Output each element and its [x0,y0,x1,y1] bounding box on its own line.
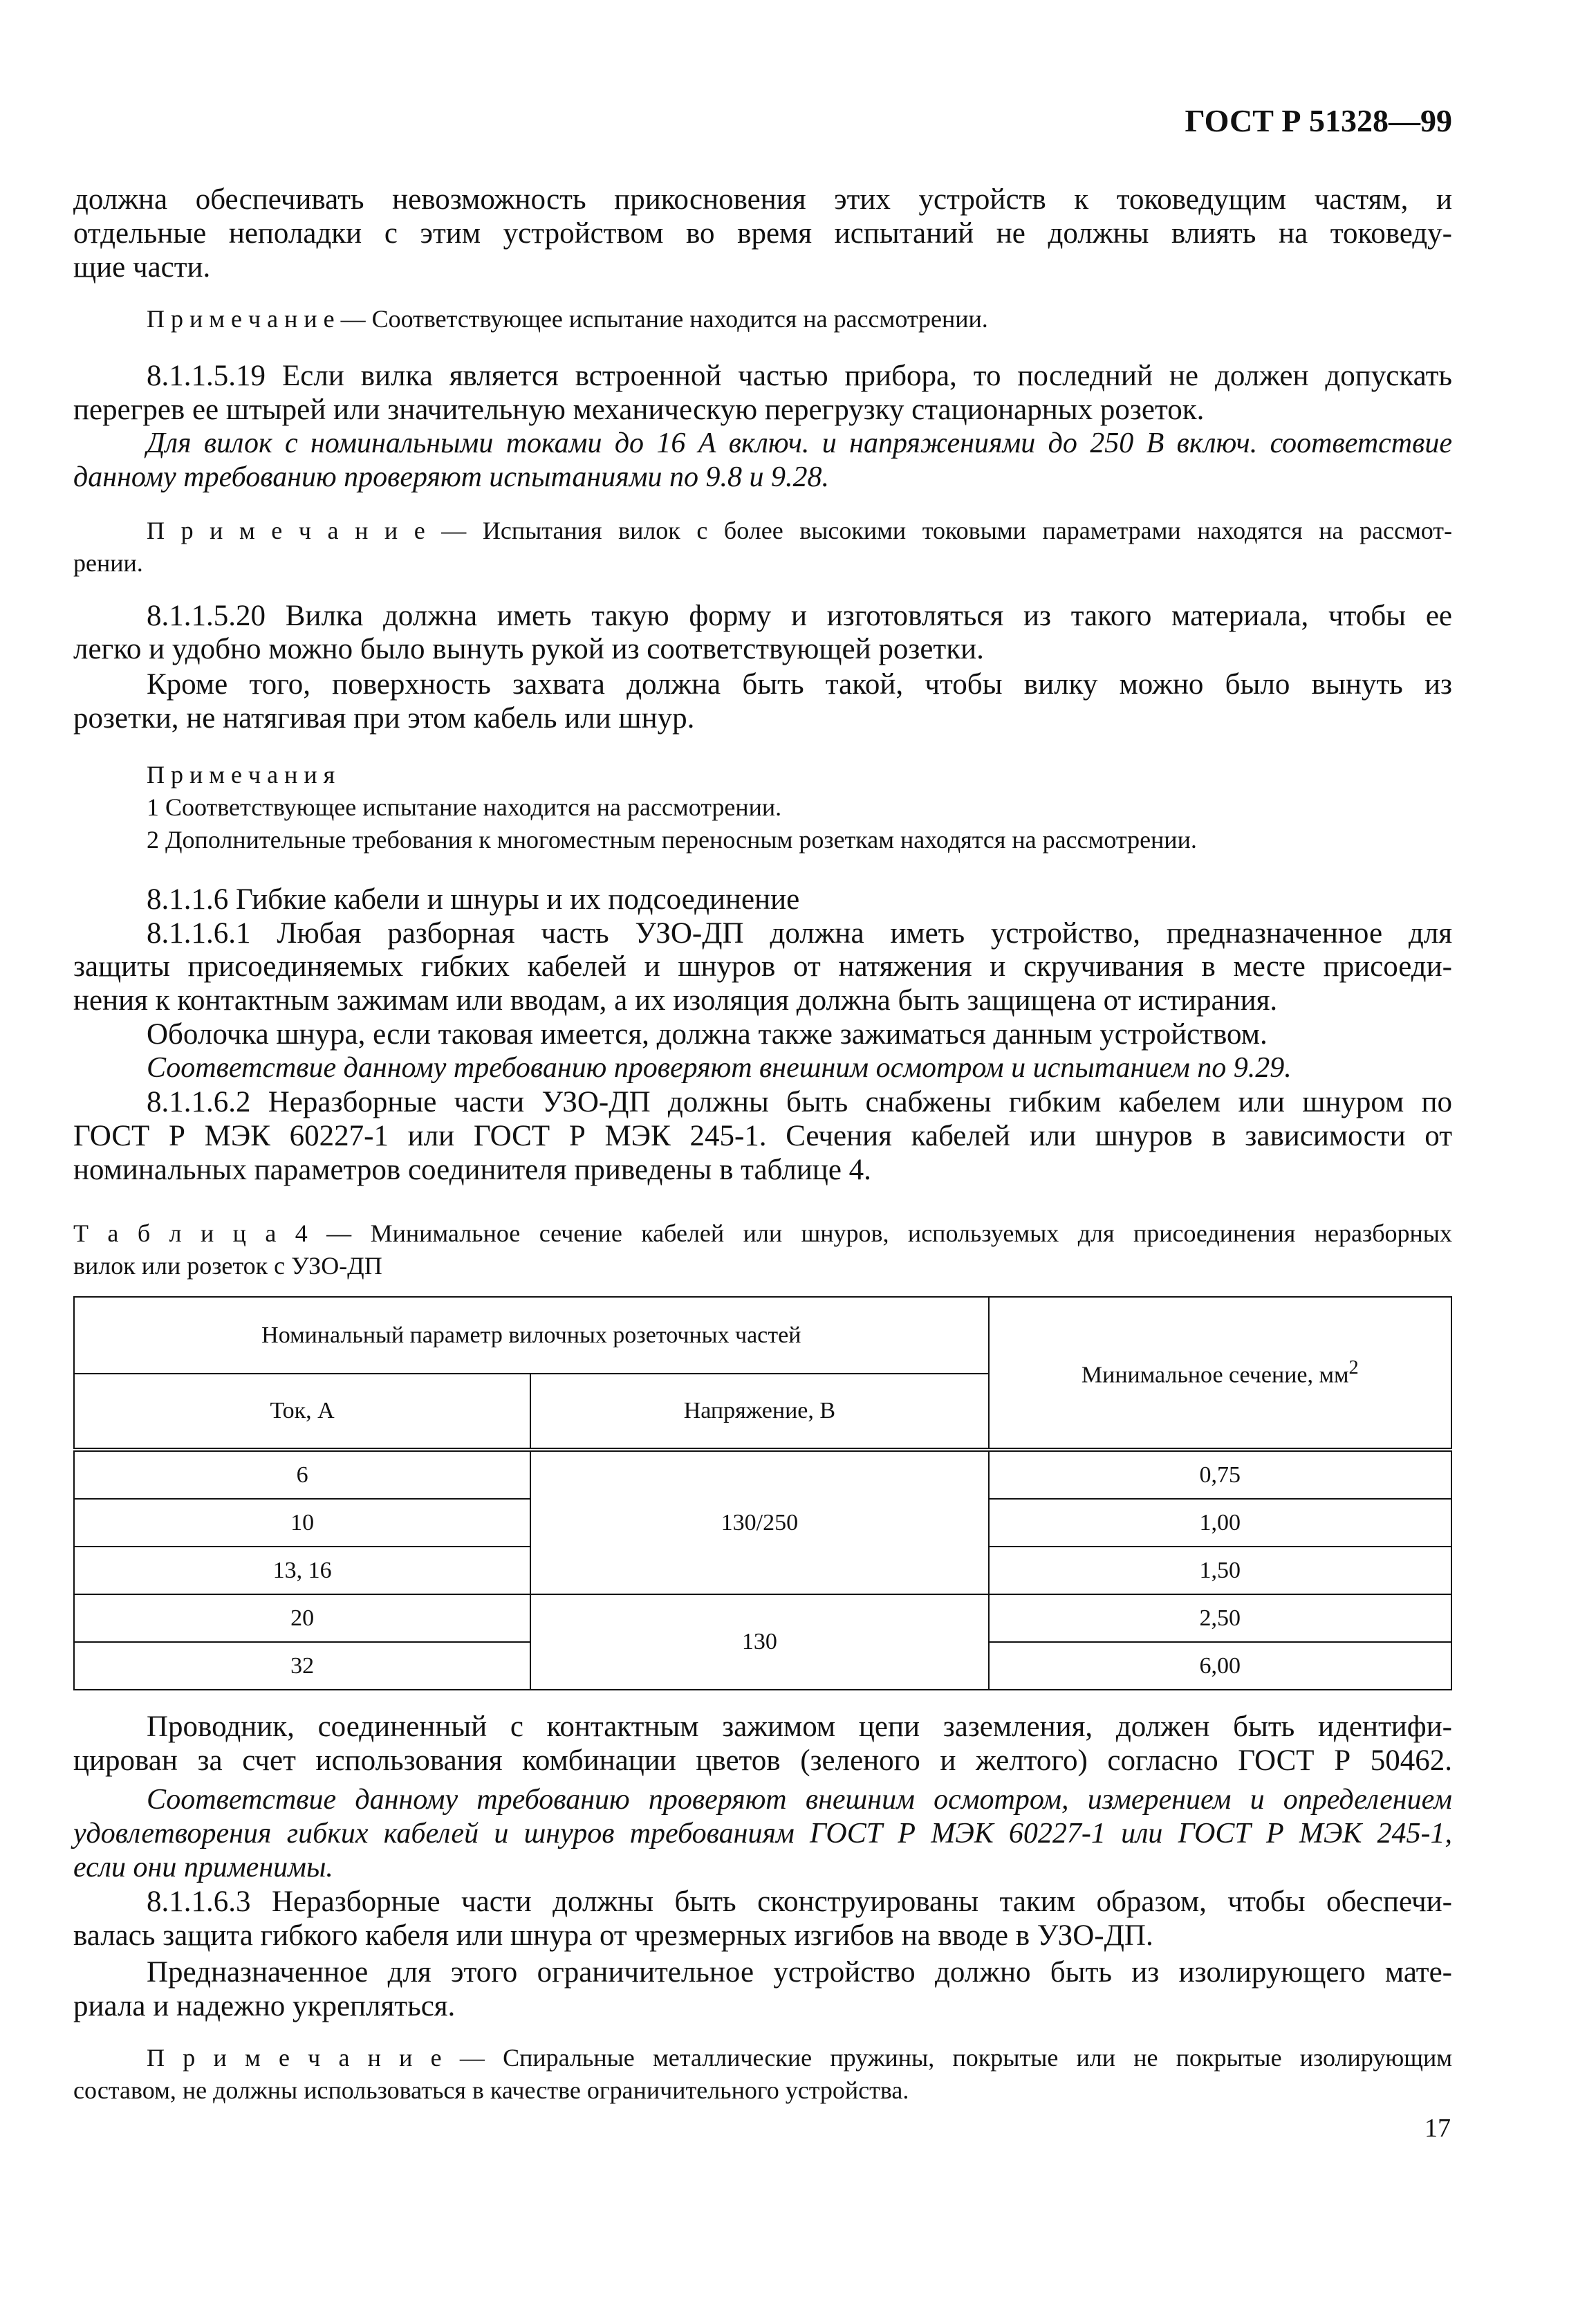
note-line: рении. [73,549,143,578]
text-line: 8.1.1.6.3 Неразборные части должны быть сконструированы таким образом, чтобы обеспечи- [147,1885,1452,1919]
text-line: цирован за счет использования комбинации цветов (зеленого и желтого) согласно ГОСТ Р 50462. [73,1744,1452,1778]
cell-current: 20 [74,1594,530,1642]
text-line: Проводник, соединенный с контактным зажимом цепи заземления, должен быть идентифи- [147,1710,1452,1744]
italic-text-line: если они применимы. [73,1852,333,1884]
text-line: ГОСТ Р МЭК 60227-1 или ГОСТ Р МЭК 245-1. Сечения кабелей или шнуров в зависимости от [73,1120,1452,1153]
text-line: отдельные неполадки с этим устройством во время испытаний не должны влиять на токоведу- [73,217,1452,250]
note-line: 1 Соответствующее испытание находится на рассмотрении. [147,793,782,822]
cell-current: 10 [74,1499,530,1547]
italic-text-line: Соответствие данному требованию проверяют внешним осмотром и испытанием по 9.29. [147,1052,1292,1085]
note-line: П р и м е ч а н и е — Соответствующее испытание находится на рассмотрении. [147,305,988,333]
note-line: 2 Дополнительные требования к многоместным переносным розеткам находятся на рассмотрении. [147,826,1197,854]
table-group-header: Номинальный параметр вилочных розеточных частей [74,1297,989,1374]
cell-current: 13, 16 [74,1547,530,1594]
table-header-current: Ток, А [74,1374,530,1450]
text-line: 8.1.1.6.2 Неразборные части УЗО-ДП должны быть снабжены гибким кабелем или шнуром по [147,1086,1452,1119]
cell-section: 6,00 [989,1642,1451,1690]
note-line: составом, не должны использоваться в качестве ограничительного устройства. [73,2076,909,2105]
text-line: нения к контактным зажимам или вводам, а их изоляция должна быть защищена от истирания. [73,984,1278,1017]
text-line: номинальных параметров соединителя приведены в таблице 4. [73,1154,871,1187]
cell-current: 32 [74,1642,530,1690]
text-line: 8.1.1.5.19 Если вилка является встроенной частью прибора, то последний не должен допускать [147,360,1452,393]
text-line: Кроме того, поверхность захвата должна быть такой, чтобы вилку можно было вынуть из [147,668,1452,701]
text-line: риала и надежно укрепляться. [73,1990,456,2023]
cell-current: 6 [74,1450,530,1499]
italic-text-line: Соответствие данному требованию проверяют внешним осмотром, измерением и определением [147,1784,1452,1816]
cell-section: 0,75 [989,1450,1451,1499]
note-line: П р и м е ч а н и я [147,761,335,789]
cell-section: 2,50 [989,1594,1451,1642]
table-header-section: Минимальное сечение, $мм^2$ [989,1297,1451,1450]
table-row [74,1594,1451,1642]
cell-section: 1,50 [989,1547,1451,1594]
note-line: П р и м е ч а н и е — Спиральные металлические пружины, покрытые или не покрытые изолирующим [147,2044,1452,2072]
cell-voltage: 130/250 [530,1450,988,1594]
document-header: ГОСТ Р 51328—99 [1185,103,1452,138]
text-line: розетки, не натягивая при этом кабель или шнур. [73,702,695,735]
italic-text-line: Для вилок с номинальными токами до 16 А включ. и напряжениями до 250 В включ. соответствие [147,427,1452,460]
table-header-voltage: Напряжение, В [530,1374,988,1450]
text-line: легко и удобно можно было вынуть рукой из соответствующей розетки. [73,633,984,666]
italic-text-line: данному требованию проверяют испытаниями по 9.8 и 9.28. [73,461,830,494]
note-line: вилок или розеток с УЗО-ДП [73,1252,382,1280]
text-line: щие части. [73,251,211,284]
text-line: перегрев ее штырей или значительную механическую перегрузку стационарных розеток. [73,394,1205,427]
text-line: должна обеспечивать невозможность прикосновения этих устройств к токоведущим частям, и [73,183,1452,216]
cell-voltage: 130 [530,1594,988,1690]
text-line: Предназначенное для этого ограничительное устройство должно быть из изолирующего мате- [147,1956,1452,1989]
note-line: П р и м е ч а н и е — Испытания вилок с более высокими токовыми параметрами находятся на рассмот- [147,517,1452,545]
text-line: 8.1.1.6 Гибкие кабели и шнуры и их подсоединение [147,883,800,916]
text-line: защиты присоединяемых гибких кабелей и шнуров от натяжения и скручивания в месте присоеди- [73,950,1452,984]
text-line: 8.1.1.5.20 Вилка должна иметь такую форму и изготовляться из такого материала, чтобы ее [147,600,1452,633]
table-4 [73,1296,1452,1690]
note-line: Т а б л и ц а 4 — Минимальное сечение кабелей или шнуров, используемых для присоединения неразборных [73,1219,1452,1248]
page-number: 17 [1424,2114,1451,2143]
text-line: 8.1.1.6.1 Любая разборная часть УЗО-ДП должна иметь устройство, предназначенное для [147,917,1452,950]
table-row [74,1450,1451,1499]
text-line: Оболочка шнура, если таковая имеется, должна также зажиматься данным устройством. [147,1018,1268,1051]
cell-section: 1,00 [989,1499,1451,1547]
text-line: валась защита гибкого кабеля или шнура от чрезмерных изгибов на вводе в УЗО-ДП. [73,1919,1153,1953]
italic-text-line: удовлетворения гибких кабелей и шнуров требованиям ГОСТ Р МЭК 60227-1 или ГОСТ Р МЭК 245-1, [73,1818,1452,1850]
